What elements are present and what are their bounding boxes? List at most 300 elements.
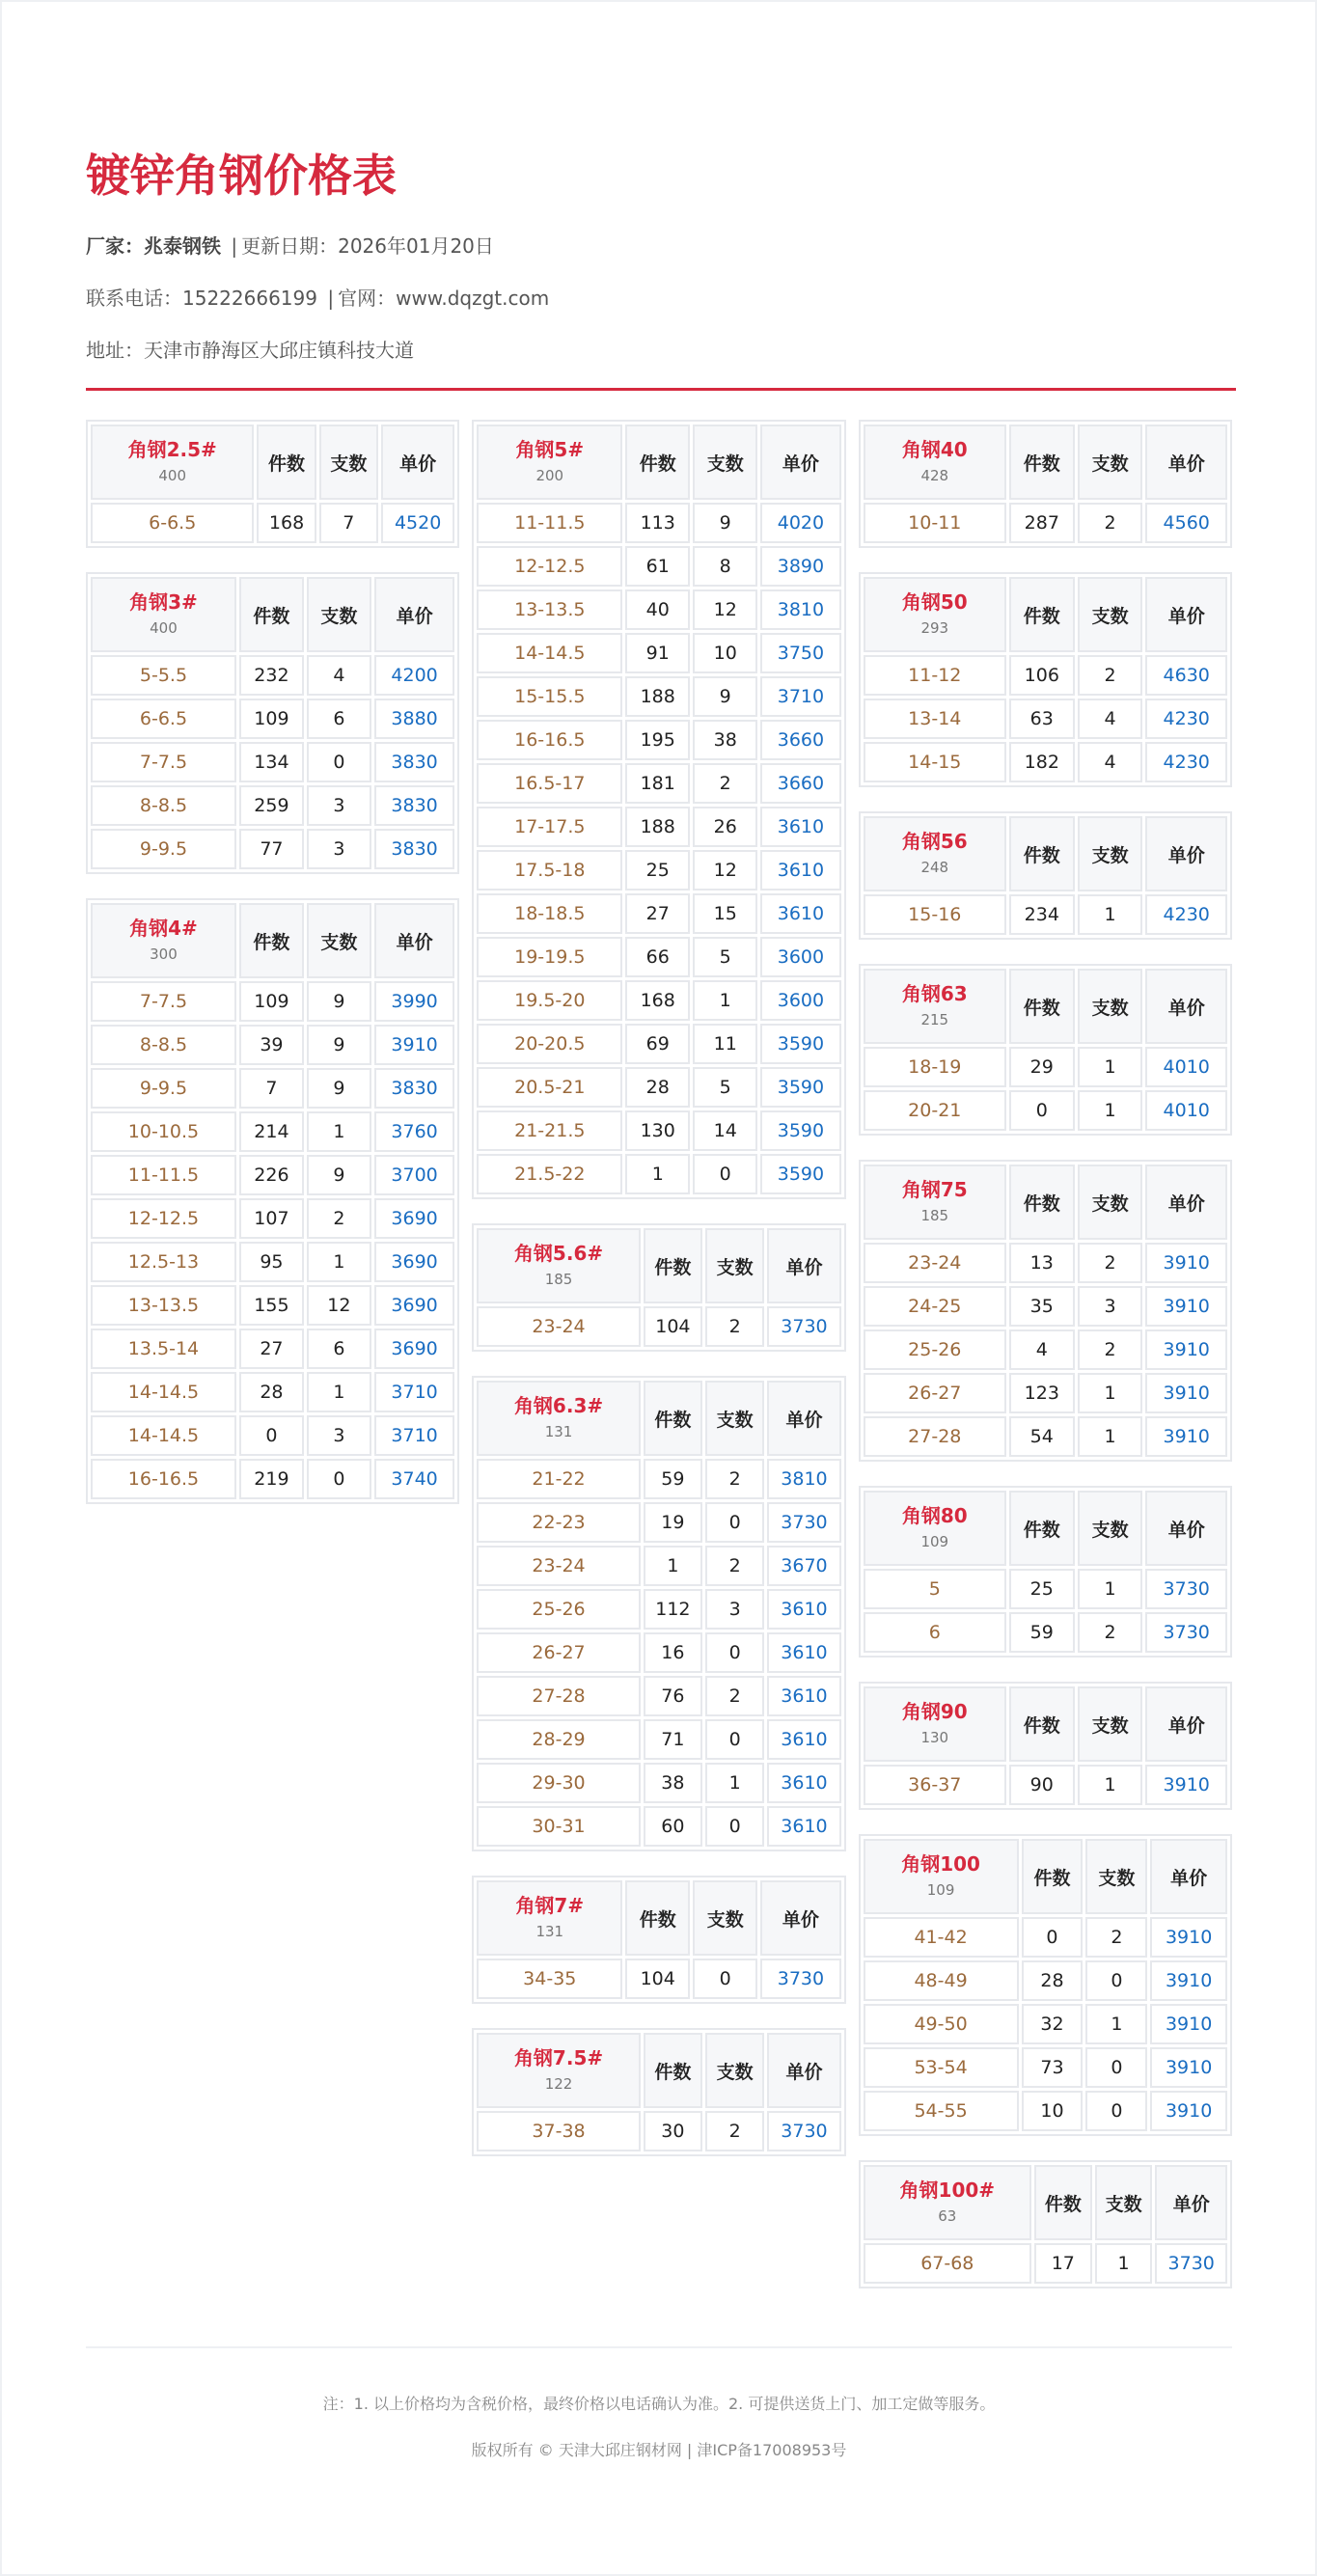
size-cell: 37-38 — [477, 2111, 640, 2151]
price-cell: 3660 — [760, 720, 840, 760]
size-cell: 17.5-18 — [477, 850, 622, 891]
qty-cell: 123 — [1009, 1373, 1075, 1413]
size-cell: 14-14.5 — [91, 1372, 236, 1412]
qty-cell: 7 — [239, 1068, 304, 1109]
qty-cell: 25 — [1009, 1569, 1075, 1609]
qty-cell: 59 — [1009, 1612, 1075, 1653]
table-row — [864, 1090, 1227, 1131]
qty-cell: 19 — [644, 1502, 702, 1543]
table-header-row — [864, 577, 1227, 652]
qty-cell: 226 — [239, 1155, 304, 1195]
table-row — [91, 1459, 454, 1499]
count-cell: 9 — [307, 1155, 371, 1195]
spec-weight: 63 — [938, 2207, 957, 2225]
price-cell: 3710 — [374, 1372, 454, 1412]
qty-cell: 287 — [1009, 503, 1075, 543]
address-label: 地址： — [86, 339, 144, 362]
qty-cell: 1 — [644, 1546, 702, 1586]
table-header-row — [864, 1165, 1227, 1240]
size-cell: 48-49 — [864, 1960, 1019, 2001]
address-value: 天津市静海区大邱庄镇科技大道 — [144, 339, 414, 362]
spec-name: 角钢50 — [901, 590, 968, 614]
price-cell: 3910 — [1150, 2047, 1227, 2088]
table-row — [477, 1306, 840, 1347]
count-header: 支数 — [693, 1880, 757, 1956]
table-header-row — [91, 577, 454, 652]
table-header-row — [477, 2033, 840, 2108]
spec-name: 角钢40 — [901, 438, 968, 461]
count-cell: 9 — [307, 981, 371, 1022]
count-cell: 1 — [1078, 1373, 1143, 1413]
spec-name: 角钢100 — [901, 1852, 980, 1876]
price-cell: 3610 — [760, 807, 840, 847]
count-header: 支数 — [1078, 816, 1143, 891]
count-cell: 7 — [319, 503, 378, 543]
table-header-row — [864, 1491, 1227, 1566]
table-row — [864, 655, 1227, 696]
spec-header-cell — [864, 2165, 1031, 2240]
price-cell: 3750 — [760, 633, 840, 673]
manufacturer-name: 兆泰钢铁 — [144, 234, 221, 258]
price-table — [859, 811, 1232, 940]
qty-header: 件数 — [1009, 1165, 1075, 1240]
count-cell: 1 — [1078, 1569, 1143, 1609]
price-cell: 3670 — [767, 1546, 840, 1586]
spec-header-cell — [477, 1228, 640, 1303]
qty-header: 件数 — [644, 1381, 702, 1456]
count-cell: 2 — [1078, 1329, 1143, 1370]
size-cell: 16-16.5 — [91, 1459, 236, 1499]
count-cell: 2 — [1078, 1612, 1143, 1653]
spec-name: 角钢7# — [515, 1894, 585, 1917]
price-cell: 4230 — [1145, 742, 1227, 782]
spec-header-cell — [864, 816, 1006, 891]
spec-header-cell — [864, 1491, 1006, 1566]
price-table — [859, 572, 1232, 787]
qty-cell: 259 — [239, 785, 304, 826]
size-cell: 27-28 — [477, 1676, 640, 1716]
price-cell: 3910 — [1145, 1243, 1227, 1283]
table-column — [86, 420, 459, 1504]
count-cell: 2 — [705, 1306, 764, 1347]
qty-cell: 25 — [625, 850, 690, 891]
size-cell: 14-15 — [864, 742, 1006, 782]
table-row — [477, 1459, 840, 1499]
separator: | — [231, 234, 238, 258]
address-line — [86, 336, 1232, 365]
count-header: 支数 — [1078, 969, 1143, 1044]
qty-cell: 104 — [644, 1306, 702, 1347]
size-cell: 49-50 — [864, 2004, 1019, 2044]
price-cell: 3760 — [374, 1111, 454, 1152]
price-cell: 3730 — [767, 2111, 840, 2151]
price-cell: 3610 — [767, 1806, 840, 1847]
price-table — [859, 1486, 1232, 1658]
price-table-columns — [86, 420, 1232, 2288]
spec-name: 角钢100# — [899, 2179, 996, 2202]
qty-cell: 107 — [239, 1198, 304, 1239]
table-row — [864, 742, 1227, 782]
spec-header-cell — [864, 1686, 1006, 1762]
price-header: 单价 — [1145, 1686, 1227, 1762]
price-header: 单价 — [760, 425, 840, 500]
table-row — [477, 1676, 840, 1716]
qty-header: 件数 — [1034, 2165, 1092, 2240]
count-cell: 2 — [705, 1459, 764, 1499]
size-cell: 12-12.5 — [91, 1198, 236, 1239]
count-cell: 8 — [693, 546, 757, 587]
spec-weight: 130 — [920, 1729, 949, 1746]
spec-name: 角钢63 — [901, 982, 968, 1005]
count-header: 支数 — [1078, 1686, 1143, 1762]
size-cell: 19-19.5 — [477, 937, 622, 977]
qty-cell: 30 — [644, 2111, 702, 2151]
price-cell: 3590 — [760, 1154, 840, 1194]
price-cell: 3690 — [374, 1242, 454, 1282]
price-header: 单价 — [767, 1228, 840, 1303]
price-cell: 3810 — [760, 589, 840, 630]
count-cell: 38 — [693, 720, 757, 760]
qty-cell: 188 — [625, 807, 690, 847]
price-cell: 3610 — [760, 850, 840, 891]
qty-cell: 109 — [239, 699, 304, 739]
price-header: 单价 — [760, 1880, 840, 1956]
table-header-row — [91, 425, 454, 500]
price-cell: 3910 — [1145, 1373, 1227, 1413]
qty-cell: 188 — [625, 676, 690, 717]
table-row — [864, 1917, 1227, 1958]
size-cell: 14-14.5 — [477, 633, 622, 673]
count-cell: 2 — [693, 763, 757, 804]
spec-name: 角钢56 — [901, 830, 968, 853]
price-table — [859, 1160, 1232, 1462]
table-row — [477, 1632, 840, 1673]
table-row — [864, 1612, 1227, 1653]
spec-header-cell — [91, 425, 254, 500]
count-cell: 0 — [705, 1502, 764, 1543]
size-cell: 36-37 — [864, 1765, 1006, 1805]
qty-cell: 13 — [1009, 1243, 1075, 1283]
count-cell: 1 — [1078, 1047, 1143, 1087]
qty-cell: 54 — [1009, 1416, 1075, 1457]
spec-weight: 185 — [920, 1207, 949, 1224]
count-cell: 1 — [1078, 1416, 1143, 1457]
qty-cell: 71 — [644, 1719, 702, 1760]
size-cell: 67-68 — [864, 2243, 1031, 2284]
price-table — [86, 898, 459, 1504]
price-cell: 3830 — [374, 829, 454, 869]
price-cell: 3830 — [374, 785, 454, 826]
count-cell: 1 — [1085, 2004, 1147, 2044]
table-row — [91, 742, 454, 782]
qty-cell: 17 — [1034, 2243, 1092, 2284]
table-column — [859, 420, 1232, 2288]
table-header-row — [477, 1880, 840, 1956]
count-cell: 5 — [693, 1067, 757, 1108]
spec-weight: 400 — [158, 467, 187, 484]
price-cell: 3600 — [760, 937, 840, 977]
spec-weight: 293 — [920, 619, 949, 637]
price-cell: 3610 — [760, 893, 840, 934]
qty-cell: 10 — [1022, 2091, 1084, 2131]
spec-name: 角钢90 — [901, 1700, 968, 1723]
qty-cell: 95 — [239, 1242, 304, 1282]
price-header: 单价 — [767, 1381, 840, 1456]
count-cell: 4 — [1078, 742, 1143, 782]
table-header-row — [864, 969, 1227, 1044]
spec-header-cell — [864, 1839, 1019, 1914]
count-cell: 1 — [1078, 1765, 1143, 1805]
table-row — [477, 1959, 840, 1999]
table-row — [864, 2243, 1227, 2284]
table-header-row — [91, 903, 454, 978]
qty-cell: 195 — [625, 720, 690, 760]
qty-cell: 106 — [1009, 655, 1075, 696]
price-cell: 3710 — [374, 1415, 454, 1456]
table-row — [91, 829, 454, 869]
update-label: 更新日期： — [241, 234, 339, 258]
spec-weight: 200 — [535, 467, 564, 484]
spec-weight: 109 — [926, 1881, 955, 1899]
footer-copyright: 版权所有 © 天津大邱庄钢材网 | 津ICP备17008953号 — [471, 2441, 847, 2459]
qty-cell: 0 — [1022, 1917, 1084, 1958]
qty-cell: 28 — [239, 1372, 304, 1412]
table-row — [477, 1024, 840, 1064]
count-cell: 2 — [1078, 1243, 1143, 1283]
qty-header: 件数 — [1022, 1839, 1084, 1914]
qty-cell: 66 — [625, 937, 690, 977]
spec-header-cell — [864, 969, 1006, 1044]
qty-cell: 104 — [625, 1959, 690, 1999]
size-cell: 6-6.5 — [91, 503, 254, 543]
table-row — [477, 546, 840, 587]
size-cell: 12.5-13 — [91, 1242, 236, 1282]
count-cell: 9 — [693, 503, 757, 543]
spec-header-cell — [91, 577, 236, 652]
size-cell: 25-26 — [864, 1329, 1006, 1370]
table-row — [864, 1286, 1227, 1327]
count-cell: 3 — [1078, 1286, 1143, 1327]
qty-cell: 69 — [625, 1024, 690, 1064]
qty-cell: 27 — [239, 1329, 304, 1369]
count-header: 支数 — [705, 1381, 764, 1456]
size-cell: 27-28 — [864, 1416, 1006, 1457]
spec-weight: 131 — [544, 1423, 573, 1440]
qty-cell: 63 — [1009, 699, 1075, 739]
spec-header-cell — [477, 1880, 622, 1956]
count-cell: 2 — [705, 2111, 764, 2151]
price-cell: 3710 — [760, 676, 840, 717]
count-cell: 2 — [705, 1676, 764, 1716]
count-cell: 0 — [307, 742, 371, 782]
price-cell: 3610 — [767, 1676, 840, 1716]
table-row — [864, 1960, 1227, 2001]
count-cell: 0 — [1085, 2047, 1147, 2088]
table-row — [477, 2111, 840, 2151]
size-cell: 12-12.5 — [477, 546, 622, 587]
qty-cell: 109 — [239, 981, 304, 1022]
price-cell: 3690 — [374, 1198, 454, 1239]
table-row — [477, 1502, 840, 1543]
price-cell: 3590 — [760, 1110, 840, 1151]
size-cell: 26-27 — [864, 1373, 1006, 1413]
table-row — [91, 785, 454, 826]
table-row — [864, 2047, 1227, 2088]
table-row — [864, 894, 1227, 935]
size-cell: 24-25 — [864, 1286, 1006, 1327]
qty-header: 件数 — [1009, 425, 1075, 500]
table-row — [864, 1373, 1227, 1413]
price-cell: 4230 — [1145, 699, 1227, 739]
phone-number[interactable]: 15222666199 — [182, 287, 317, 310]
table-row — [91, 503, 454, 543]
qty-header: 件数 — [644, 2033, 702, 2108]
qty-cell: 214 — [239, 1111, 304, 1152]
table-row — [477, 720, 840, 760]
website-label: 官网： — [338, 287, 397, 310]
price-cell: 3690 — [374, 1285, 454, 1326]
count-header: 支数 — [705, 2033, 764, 2108]
count-header: 支数 — [1095, 2165, 1153, 2240]
size-cell: 34-35 — [477, 1959, 622, 1999]
table-header-row — [864, 1839, 1227, 1914]
price-cell: 3910 — [1150, 2091, 1227, 2131]
size-cell: 7-7.5 — [91, 981, 236, 1022]
price-cell: 3610 — [767, 1632, 840, 1673]
price-cell: 3690 — [374, 1329, 454, 1369]
spec-weight: 109 — [920, 1533, 949, 1550]
website-link[interactable]: www.dqzgt.com — [396, 287, 550, 310]
table-row — [91, 1198, 454, 1239]
price-cell: 3730 — [760, 1959, 840, 1999]
table-row — [864, 1765, 1227, 1805]
count-cell: 1 — [1078, 1090, 1143, 1131]
size-cell: 30-31 — [477, 1806, 640, 1847]
table-row — [864, 699, 1227, 739]
size-cell: 11-11.5 — [91, 1155, 236, 1195]
table-row — [91, 1415, 454, 1456]
price-cell: 3660 — [760, 763, 840, 804]
size-cell: 6-6.5 — [91, 699, 236, 739]
qty-cell: 181 — [625, 763, 690, 804]
size-cell: 20-21 — [864, 1090, 1006, 1131]
count-cell: 9 — [307, 1068, 371, 1109]
qty-header: 件数 — [1009, 1686, 1075, 1762]
price-header: 单价 — [1145, 969, 1227, 1044]
price-header: 单价 — [1145, 1165, 1227, 1240]
spec-header-cell — [477, 1381, 640, 1456]
table-row — [477, 1154, 840, 1194]
size-cell: 41-42 — [864, 1917, 1019, 1958]
table-row — [477, 893, 840, 934]
qty-cell: 16 — [644, 1632, 702, 1673]
price-table — [472, 2028, 845, 2156]
size-cell: 21.5-22 — [477, 1154, 622, 1194]
qty-header: 件数 — [1009, 969, 1075, 1044]
count-header: 支数 — [1078, 425, 1143, 500]
size-cell: 53-54 — [864, 2047, 1019, 2088]
size-cell: 26-27 — [477, 1632, 640, 1673]
size-cell: 25-26 — [477, 1589, 640, 1630]
spec-header-cell — [864, 425, 1006, 500]
count-cell: 1 — [705, 1763, 764, 1803]
table-row — [91, 1025, 454, 1065]
size-cell: 8-8.5 — [91, 785, 236, 826]
spec-header-cell — [864, 577, 1006, 652]
price-cell: 3910 — [1150, 2004, 1227, 2044]
page-title: 镀锌角钢价格表 — [86, 150, 397, 202]
size-cell: 11-11.5 — [477, 503, 622, 543]
table-row — [864, 1243, 1227, 1283]
spec-weight: 428 — [920, 467, 949, 484]
size-cell: 5-5.5 — [91, 655, 236, 696]
qty-cell: 0 — [239, 1415, 304, 1456]
count-cell: 9 — [693, 676, 757, 717]
qty-header: 件数 — [625, 425, 690, 500]
qty-cell: 59 — [644, 1459, 702, 1499]
size-cell: 9-9.5 — [91, 829, 236, 869]
price-table — [859, 1834, 1232, 2136]
table-row — [477, 589, 840, 630]
price-header: 单价 — [1145, 577, 1227, 652]
qty-header: 件数 — [239, 903, 304, 978]
qty-cell: 4 — [1009, 1329, 1075, 1370]
spec-name: 角钢7.5# — [513, 2046, 604, 2069]
qty-header: 件数 — [625, 1880, 690, 1956]
count-cell: 0 — [307, 1459, 371, 1499]
qty-cell: 38 — [644, 1763, 702, 1803]
price-cell: 4020 — [760, 503, 840, 543]
qty-cell: 61 — [625, 546, 690, 587]
price-cell: 3730 — [1155, 2243, 1227, 2284]
size-cell: 23-24 — [864, 1243, 1006, 1283]
table-row — [91, 1329, 454, 1369]
price-cell: 3890 — [760, 546, 840, 587]
count-cell: 1 — [307, 1372, 371, 1412]
size-cell: 29-30 — [477, 1763, 640, 1803]
price-list-page — [2, 2, 1315, 2574]
qty-cell: 168 — [257, 503, 316, 543]
table-row — [864, 1416, 1227, 1457]
spec-name: 角钢75 — [901, 1178, 968, 1201]
price-cell: 4230 — [1145, 894, 1227, 935]
size-cell: 16-16.5 — [477, 720, 622, 760]
spec-name: 角钢6.3# — [513, 1394, 604, 1417]
qty-cell: 90 — [1009, 1765, 1075, 1805]
count-cell: 6 — [307, 1329, 371, 1369]
size-cell: 17-17.5 — [477, 807, 622, 847]
table-header-row — [477, 1381, 840, 1456]
size-cell: 22-23 — [477, 1502, 640, 1543]
price-header: 单价 — [1150, 1839, 1227, 1914]
price-cell: 3910 — [1145, 1416, 1227, 1457]
qty-cell: 1 — [625, 1154, 690, 1194]
size-cell: 13-14 — [864, 699, 1006, 739]
size-cell: 16.5-17 — [477, 763, 622, 804]
price-cell: 3610 — [767, 1719, 840, 1760]
count-cell: 0 — [705, 1719, 764, 1760]
footer — [86, 2346, 1232, 2464]
price-cell: 3830 — [374, 1068, 454, 1109]
qty-cell: 60 — [644, 1806, 702, 1847]
count-cell: 0 — [1085, 2091, 1147, 2131]
table-row — [91, 655, 454, 696]
qty-cell: 113 — [625, 503, 690, 543]
spec-weight: 248 — [920, 859, 949, 876]
price-table — [472, 420, 845, 1199]
price-table — [86, 420, 459, 548]
count-cell: 1 — [693, 980, 757, 1021]
